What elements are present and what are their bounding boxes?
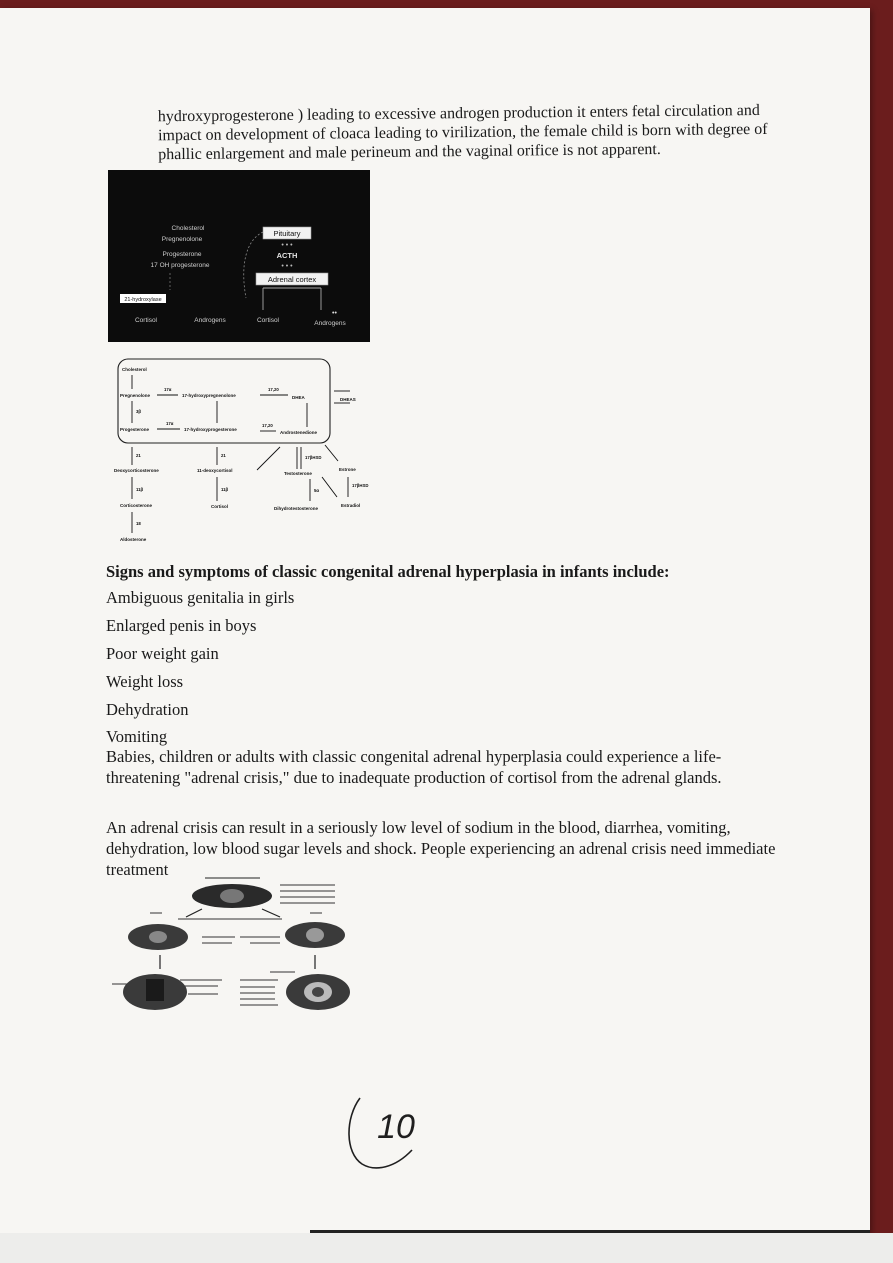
d2-enzyme: 5α	[314, 488, 320, 493]
page-number-label: 10	[377, 1108, 415, 1146]
adrenal-crisis-effects-paragraph: An adrenal crisis can result in a seriously low level of sodium in the blood, diarrhea, vomiting, dehydration, low blood sugar levels and shock. People experiencing an adrenal crisis need immediate treatment	[106, 818, 776, 879]
d2-label: Estradiol	[341, 503, 361, 508]
d1-acth-label: ACTH	[276, 251, 298, 260]
signs-heading: Signs and symptoms of classic congenital adrenal hyperplasia in infants include:	[106, 562, 670, 581]
symptom-item: Poor weight gain	[106, 644, 219, 663]
steroidogenesis-pathway-diagram	[112, 355, 372, 545]
symptom-item: Dehydration	[106, 700, 189, 719]
d2-label: Pregnenolone	[120, 393, 151, 398]
svg-text:••: ••	[332, 310, 337, 317]
d1-pituitary-label: Pituitary	[273, 229, 301, 238]
intro-paragraph: hydroxyprogesterone ) leading to excessive androgen production it enters fetal circulation and impact on development of cloaca leading to virilization, the female child is born with degree of phallic enlargement and male perineum and the vaginal orifice is not apparent.	[157, 101, 768, 164]
d2-label: 11-deoxycortisol	[197, 468, 233, 473]
d1-enzyme-label: 21-hydroxylase	[124, 297, 162, 303]
page-bottom-rule	[310, 1230, 870, 1233]
d2-enzyme: 17βHSD	[305, 455, 322, 460]
d2-label: DHEA	[292, 395, 305, 400]
svg-text:• • •: • • •	[281, 242, 293, 249]
d1-bottom-label: Cortisol	[134, 317, 158, 324]
d2-label: Aldosterone	[120, 537, 147, 542]
d2-label: DHEAS	[340, 397, 356, 402]
d1-left-item: Progesterone	[162, 251, 202, 258]
d2-label: 17-hydroxyprogesterone	[184, 427, 237, 432]
d2-enzyme: 18	[136, 521, 141, 526]
d1-bottom-label: Cortisol	[256, 317, 280, 324]
d2-label: Progesterone	[120, 427, 150, 432]
d1-bottom-label: Androgens	[314, 320, 346, 327]
d2-enzyme: 17α	[166, 421, 174, 426]
d2-label: Androstenedione	[280, 430, 318, 435]
symptom-item: Ambiguous genitalia in girls	[106, 588, 295, 607]
symptom-item: Enlarged penis in boys	[106, 616, 257, 635]
symptom-item: Weight loss	[106, 672, 184, 691]
d2-label: Cortisol	[211, 504, 229, 509]
d2-enzyme: 17,20	[262, 423, 273, 428]
d2-label: Corticosterone	[120, 503, 153, 508]
cah-dark-pathway-diagram	[108, 170, 370, 342]
d2-enzyme: 11β	[221, 487, 229, 492]
adrenal-crisis-paragraph: Babies, children or adults with classic congenital adrenal hyperplasia could experience a life-threatening "adrenal crisis," due to inadequate production of cortisol from the adrenal glands.	[106, 747, 722, 787]
d2-enzyme: 17βHSD	[352, 483, 369, 488]
scan-background-strip	[0, 1233, 893, 1263]
d1-left-item: Cholesterol	[171, 225, 205, 232]
d2-enzyme: 11β	[136, 487, 144, 492]
d1-left-item: 17 OH progesterone	[150, 262, 210, 269]
d2-label: Dihydrotestosterone	[274, 506, 319, 511]
symptom-item: Vomiting	[106, 727, 168, 746]
d1-bottom-label: Androgens	[194, 317, 226, 324]
d2-enzyme: 17α	[164, 387, 172, 392]
d2-enzyme: 3β	[136, 409, 142, 414]
d2-label: 17-hydroxypregnenolone	[182, 393, 236, 398]
d2-label: Estrone	[339, 467, 356, 472]
d2-label: Deoxycorticosterone	[114, 468, 159, 473]
handwritten-page-number	[340, 1088, 440, 1178]
d2-enzyme: 21	[221, 453, 226, 458]
d2-label: Testosterone	[284, 471, 312, 476]
d2-enzyme: 21	[136, 453, 141, 458]
d1-left-item: Pregnenolone	[161, 236, 203, 243]
d2-enzyme: 17,20	[268, 387, 279, 392]
genital-development-diagram	[110, 875, 360, 1025]
svg-text:• • •: • • •	[281, 263, 293, 270]
d2-label: Cholesterol	[122, 367, 147, 372]
d1-adrenal-label: Adrenal cortex	[267, 275, 317, 284]
